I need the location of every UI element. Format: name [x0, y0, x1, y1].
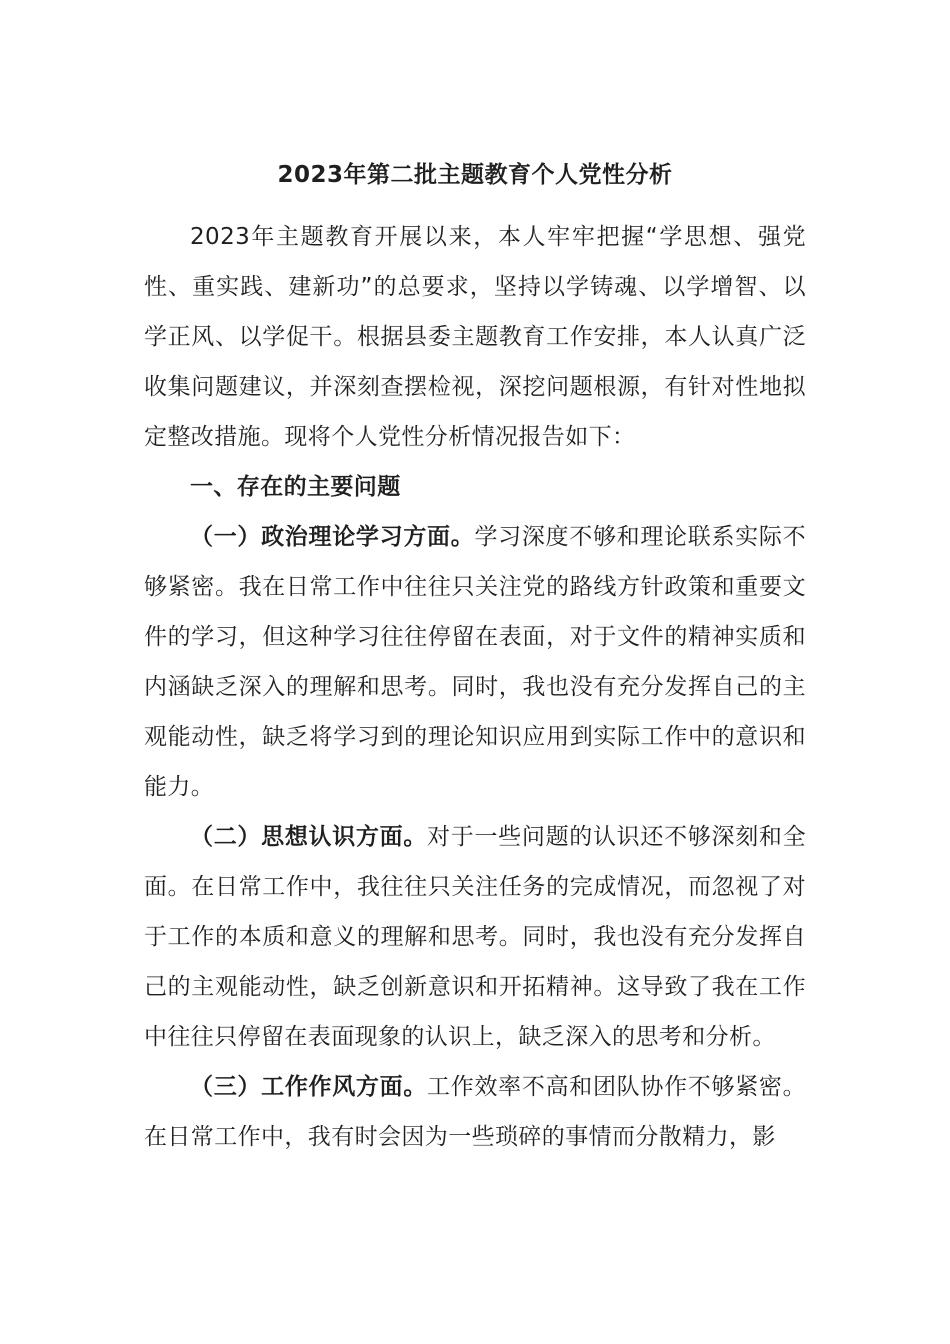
item-lead-2: （二）思想认识方面。 — [190, 824, 428, 850]
intro-paragraph: 2023年主题教育开展以来，本人牢牢把握“学思想、强党性、重实践、建新功”的总要求，坚持以学铸魂、以学增智、以学正风、以学促干。根据县委主题教育工作安排，本人认真广泛收集问题建议，并深刻查摆检视，深挖问题根源，有针对性地拟定整改措施。现将个人党性分析情况报告如下： — [144, 224, 806, 450]
item-lead-3: （三）工作作风方面。 — [190, 1074, 428, 1100]
section-heading: 一、存在的主要问题 — [190, 474, 401, 500]
item-lead-1: （一）政治理论学习方面。 — [190, 524, 475, 550]
item-text-3: 工作效率不高和团队协作不够紧密。在日常工作中，我有时会因为一些琐碎的事情而分散精力，影 — [144, 1074, 807, 1150]
document-title: 2023年第二批主题教育个人党性分析 — [277, 162, 673, 188]
item-text-2: 对于一些问题的认识还不够深刻和全面。在日常工作中，我往往只关注任务的完成情况，而忽视了对于工作的本质和意义的理解和思考。同时，我也没有充分发挥自己的主观能动性，缺乏创新意识和开拓精神。这导致了我在工作中往往只停留在表面现象的认识上，缺乏深入的思考和分析。 — [144, 824, 807, 1050]
item-text-1: 学习深度不够和理论联系实际不够紧密。我在日常工作中往往只关注党的路线方针政策和重要文件的学习，但这种学习往往停留在表面，对于文件的精神实质和内涵缺乏深入的理解和思考。同时，我也没有充分发挥自己的主观能动性，缺乏将学习到的理论知识应用到实际工作中的意识和能力。 — [144, 524, 806, 800]
item-paragraph-3 — [144, 1062, 806, 1162]
document-body — [144, 212, 806, 1162]
item-paragraph-1 — [144, 512, 806, 812]
item-paragraph-2 — [144, 812, 806, 1062]
